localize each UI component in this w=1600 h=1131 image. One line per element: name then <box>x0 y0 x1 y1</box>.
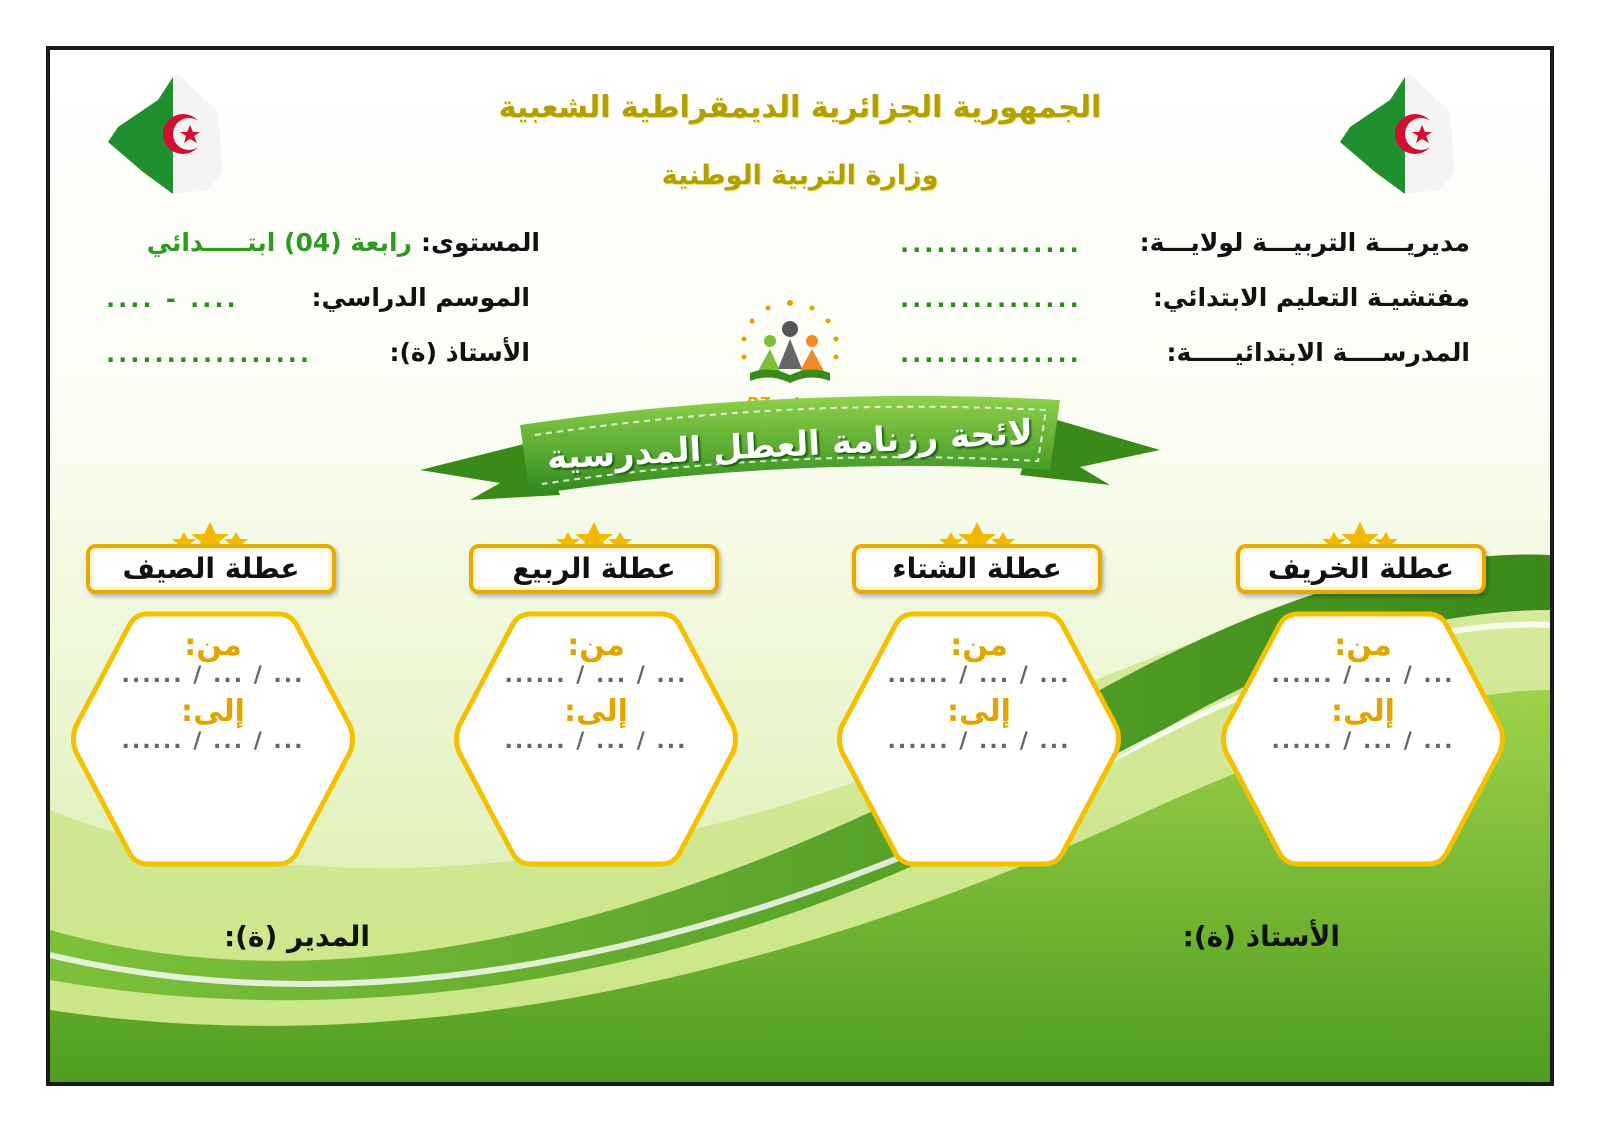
to-date-field[interactable]: ...... / ... / ... <box>887 729 1071 754</box>
level-value: رابعة (04) ابتـــــدائي <box>146 228 412 257</box>
to-date-field[interactable]: ...... / ... / ... <box>504 729 688 754</box>
inspectorate-label: مفتشيـة التعليم الابتدائي: <box>1152 283 1470 312</box>
to-label: إلى: <box>181 694 245 729</box>
holiday-label-autumn: عطلة الخريف <box>1236 544 1486 594</box>
republic-title: الجمهورية الجزائرية الديمقراطية الشعبية <box>498 90 1102 125</box>
directorate-label: مديريـــة التربيـــة لولايـــة: <box>1139 228 1470 257</box>
holiday-text-spring <box>451 628 741 754</box>
holiday-label-spring: عطلة الربيع <box>469 544 719 594</box>
director-signature-label: المدير (ة): <box>223 920 370 953</box>
school-children-book-icon <box>720 295 860 395</box>
holiday-label-summer: عطلة الصيف <box>86 544 336 594</box>
from-label: من: <box>950 628 1008 663</box>
school-value: ............... <box>900 340 1082 368</box>
level-label: المستوى: <box>421 228 540 257</box>
from-date-field[interactable]: ...... / ... / ... <box>121 663 305 688</box>
teacher-info-label: الأستاذ (ة): <box>389 338 530 367</box>
directorate-value: ............... <box>900 230 1082 258</box>
document-frame <box>46 46 1554 1086</box>
to-label: إلى: <box>564 694 628 729</box>
holiday-text-summer <box>68 628 358 754</box>
from-date-field[interactable]: ...... / ... / ... <box>504 663 688 688</box>
to-label: إلى: <box>1331 694 1395 729</box>
to-date-field[interactable]: ...... / ... / ... <box>1271 729 1455 754</box>
from-label: من: <box>567 628 625 663</box>
ribbon-title: لائحة رزنامة العطل المدرسية <box>546 412 1034 478</box>
season-value: .... - .... <box>106 285 239 313</box>
to-label: إلى: <box>947 694 1011 729</box>
inspectorate-value: ............... <box>900 285 1082 313</box>
teacher-info-value: ................. <box>106 340 312 368</box>
holiday-label-winter: عطلة الشتاء <box>852 544 1102 594</box>
from-date-field[interactable]: ...... / ... / ... <box>887 663 1071 688</box>
ministry-title: وزارة التربية الوطنية <box>661 160 939 191</box>
from-date-field[interactable]: ...... / ... / ... <box>1271 663 1455 688</box>
from-label: من: <box>184 628 242 663</box>
season-label: الموسم الدراسي: <box>311 283 530 312</box>
to-date-field[interactable]: ...... / ... / ... <box>121 729 305 754</box>
teacher-signature-label: الأستاذ (ة): <box>1182 920 1340 953</box>
school-label: المدرســــة الابتدائيـــــة: <box>1166 338 1470 367</box>
holiday-text-winter <box>834 628 1124 754</box>
from-label: من: <box>1334 628 1392 663</box>
holiday-text-autumn <box>1218 628 1508 754</box>
